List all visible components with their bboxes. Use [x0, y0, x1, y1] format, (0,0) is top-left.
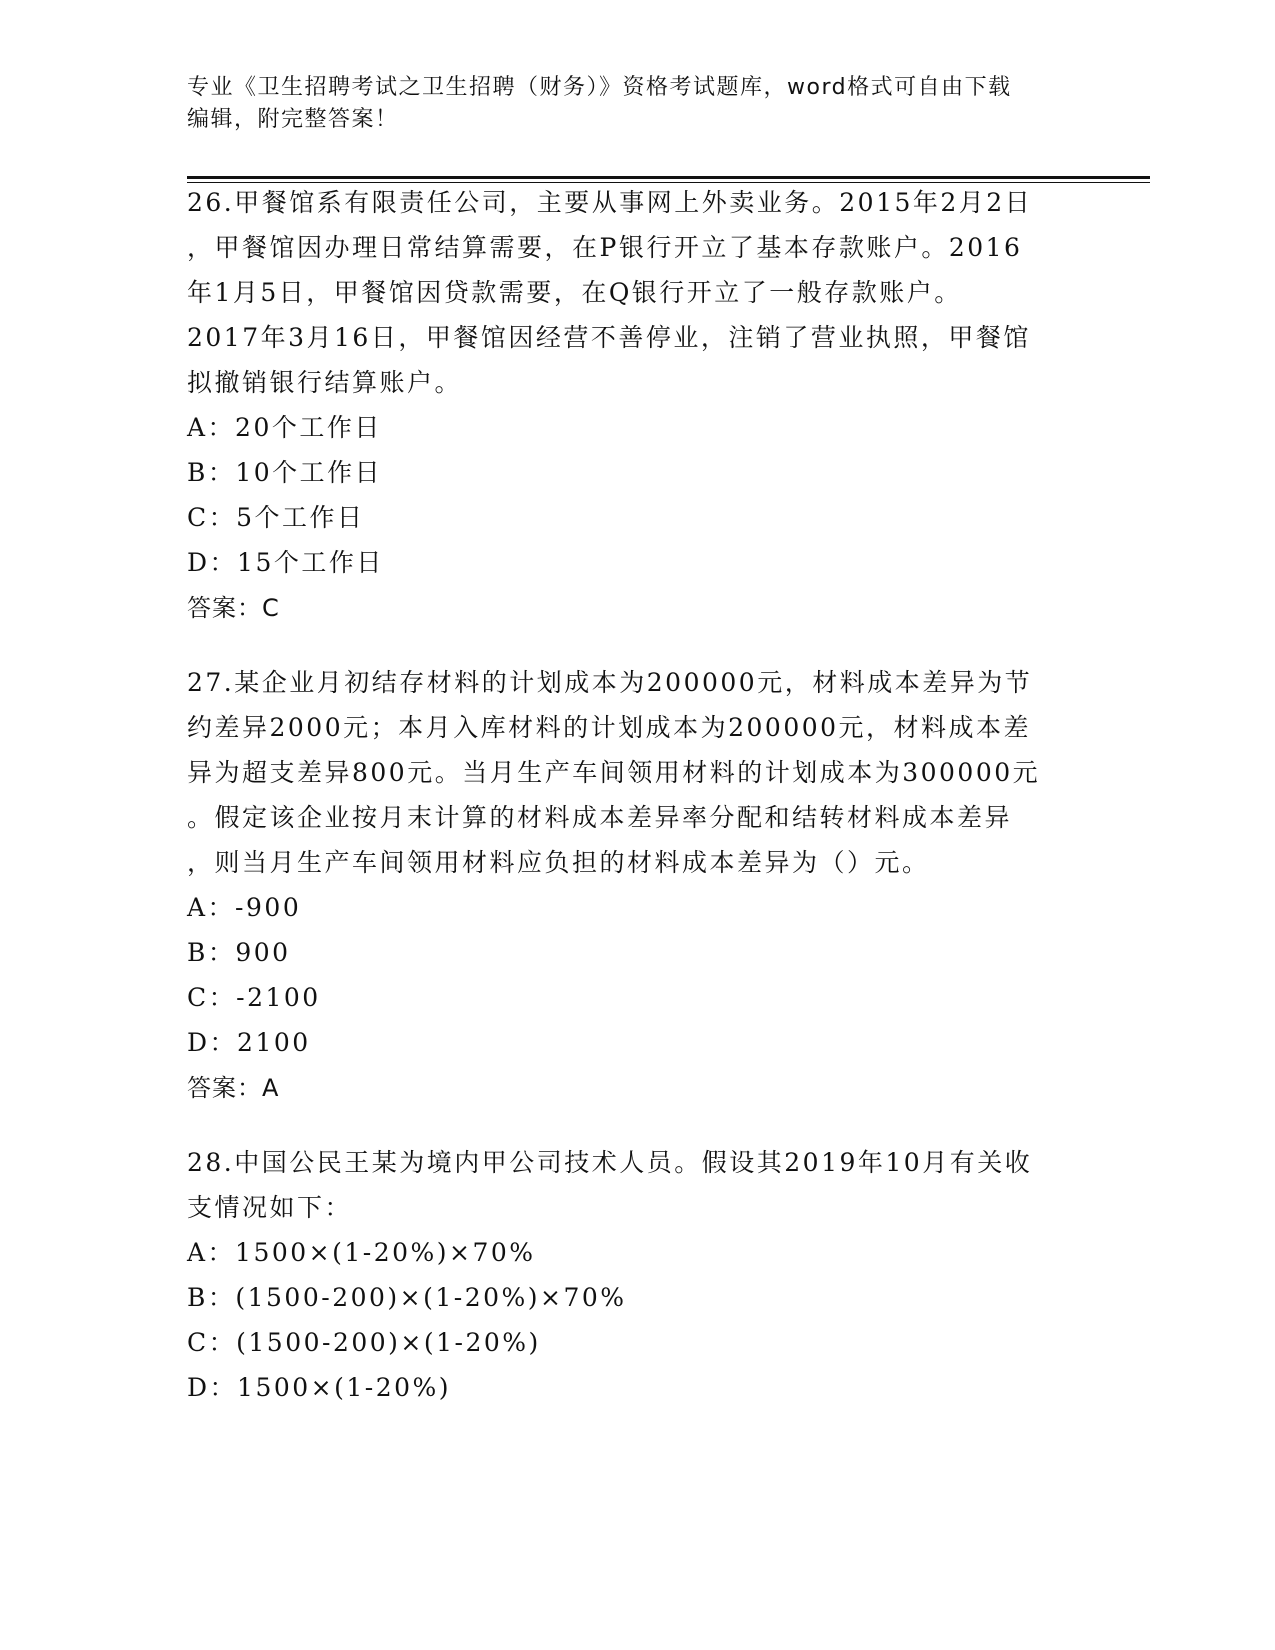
- question-stem-line: 年1月5日，甲餐馆因贷款需要，在Q银行开立了一般存款账户。: [187, 278, 962, 307]
- option-c: C：(1500-200)×(1-20%): [187, 1328, 541, 1357]
- option-b: B：10个工作日: [187, 458, 383, 487]
- answer-line: 答案：A: [187, 1074, 280, 1102]
- question-stem-line: 28.中国公民王某为境内甲公司技术人员。假设其2019年10月有关收: [187, 1148, 1033, 1177]
- header-line-2: 编辑，附完整答案！: [187, 107, 399, 132]
- option-d: D：2100: [187, 1028, 311, 1057]
- question-stem-line: 拟撤销银行结算账户。: [187, 368, 463, 397]
- option-d: D：1500×(1-20%): [187, 1373, 452, 1402]
- option-b: B：(1500-200)×(1-20%)×70%: [187, 1283, 627, 1312]
- option-c: C：-2100: [187, 983, 321, 1012]
- option-c: C：5个工作日: [187, 503, 365, 532]
- option-a: A：20个工作日: [187, 413, 382, 442]
- question-stem-line: ，甲餐馆因办理日常结算需要，在P银行开立了基本存款账户。2016: [187, 233, 1023, 262]
- option-a: A：1500×(1-20%)×70%: [187, 1238, 536, 1267]
- question-stem-line: 26.甲餐馆系有限责任公司，主要从事网上外卖业务。2015年2月2日: [187, 188, 1033, 217]
- question-stem-line: 约差异2000元；本月入库材料的计划成本为200000元，材料成本差: [187, 713, 1032, 742]
- option-b: B：900: [187, 938, 291, 967]
- question-27: [187, 660, 1087, 1111]
- question-stem-line: 2017年3月16日，甲餐馆因经营不善停业，注销了营业执照，甲餐馆: [187, 323, 1031, 352]
- document-header: [187, 72, 1087, 136]
- question-28: [187, 1140, 1087, 1410]
- option-a: A：-900: [187, 893, 302, 922]
- question-stem-line: 异为超支差异800元。当月生产车间领用材料的计划成本为300000元: [187, 758, 1041, 787]
- option-d: D：15个工作日: [187, 548, 384, 577]
- question-26: [187, 180, 1087, 631]
- answer-line: 答案：C: [187, 594, 280, 622]
- question-stem-line: ，则当月生产车间领用材料应负担的材料成本差异为（）元。: [187, 848, 930, 877]
- question-stem-line: 27.某企业月初结存材料的计划成本为200000元，材料成本差异为节: [187, 668, 1033, 697]
- question-stem-line: 。假定该企业按月末计算的材料成本差异率分配和结转材料成本差异: [187, 803, 1013, 832]
- question-stem-line: 支情况如下：: [187, 1193, 353, 1222]
- header-divider-thick: [187, 176, 1150, 179]
- header-line-1: 专业《卫生招聘考试之卫生招聘（财务）》资格考试题库，word格式可自由下载: [187, 75, 1012, 100]
